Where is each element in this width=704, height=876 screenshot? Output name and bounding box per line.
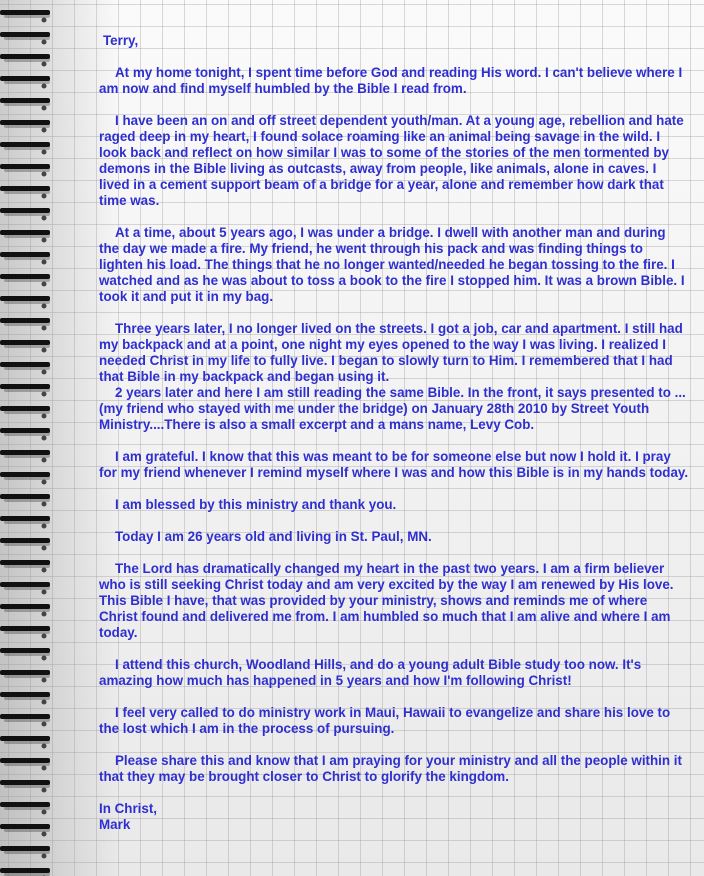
spiral-ring-icon <box>0 714 50 727</box>
spiral-ring-icon <box>0 626 50 639</box>
paragraph-12: Please share this and know that I am praying for your ministry and all the people within it that they may be brought closer to Christ to glorify the kingdom. <box>99 753 682 784</box>
spiral-ring-icon <box>0 32 50 45</box>
spiral-ring-icon <box>0 648 50 661</box>
spiral-ring-icon <box>0 54 50 67</box>
letter-body <box>99 33 689 833</box>
spiral-ring-icon <box>0 604 50 617</box>
spiral-ring-icon <box>0 296 50 309</box>
spiral-ring-icon <box>0 846 50 859</box>
spiral-ring-icon <box>0 362 50 375</box>
paragraph-10: I attend this church, Woodland Hills, and do a young adult Bible study too now. It's amazing how much has happened in 5 years and how I'm following Christ! <box>99 657 642 688</box>
spiral-ring-icon <box>0 516 50 529</box>
spiral-ring-icon <box>0 98 50 111</box>
spiral-ring-icon <box>0 142 50 155</box>
spiral-ring-icon <box>0 318 50 331</box>
greeting: Terry, <box>103 33 139 48</box>
spiral-ring-icon <box>0 186 50 199</box>
spiral-ring-icon <box>0 494 50 507</box>
spiral-ring-icon <box>0 208 50 221</box>
spiral-ring-icon <box>0 758 50 771</box>
spiral-ring-icon <box>0 274 50 287</box>
spiral-ring-icon <box>0 868 50 876</box>
spiral-ring-icon <box>0 10 50 23</box>
paragraph-7: I am blessed by this ministry and thank you. <box>115 497 397 512</box>
paragraph-8: Today I am 26 years old and living in St. Paul, MN. <box>115 529 432 544</box>
spiral-ring-icon <box>0 428 50 441</box>
paragraph-11: I feel very called to do ministry work in Maui, Hawaii to evangelize and share his love to the lost which I am in the process of pursuing. <box>99 705 671 736</box>
spiral-ring-icon <box>0 692 50 705</box>
spiral-ring-icon <box>0 230 50 243</box>
spiral-ring-icon <box>0 560 50 573</box>
spiral-ring-icon <box>0 164 50 177</box>
spiral-ring-icon <box>0 736 50 749</box>
paragraph-9: The Lord has dramatically changed my heart in the past two years. I am a firm believer who is still seeking Christ today and am very excited by the way I am renewed by His love. This Bible I have, that was provided by your ministry, shows and reminds me of where Christ found and delivered me from. I am humbled so much that I am alive and where I am today. <box>99 561 674 640</box>
paragraph-2: I have been an on and off street dependent youth/man. At a young age, rebellion and hate raged deep in my heart, I found solace roaming like an animal being savage in the wild. I look back and reflect on how similar I was to some of the stories of the men tormented by demons in the Bible living as outcasts, away from people, like animals, alone in caves. I lived in a cement support beam of a bridge for a year, alone and remember how dark that time was. <box>99 113 684 208</box>
spiral-ring-icon <box>0 340 50 353</box>
spiral-ring-icon <box>0 538 50 551</box>
spiral-ring-icon <box>0 780 50 793</box>
closing: In Christ, <box>99 801 158 816</box>
spiral-ring-icon <box>0 406 50 419</box>
spiral-ring-icon <box>0 472 50 485</box>
signature: Mark <box>99 817 131 832</box>
spiral-binding-icon <box>0 0 60 876</box>
spiral-ring-icon <box>0 670 50 683</box>
paragraph-4: Three years later, I no longer lived on the streets. I got a job, car and apartment. I still had my backpack and at a point, one night my eyes opened to the way I was living. I realized I needed Christ in my life to fully live. I began to slowly turn to Him. I remembered that I had that Bible in my backpack and began using it. <box>99 321 683 384</box>
spiral-ring-icon <box>0 120 50 133</box>
spiral-ring-icon <box>0 76 50 89</box>
spiral-ring-icon <box>0 384 50 397</box>
paragraph-5: 2 years later and here I am still reading the same Bible. In the front, it says presented to ...(my friend who stayed with me under the bridge) on January 28th 2010 by Street Youth Ministry....There is also a small excerpt and a mans name, Levy Cob. <box>99 385 686 432</box>
spiral-ring-icon <box>0 252 50 265</box>
paragraph-3: At a time, about 5 years ago, I was under a bridge. I dwell with another man and during the day we made a fire. My friend, he went through his pack and was finding things to lighten his load. The things that he no longer wanted/needed he began tossing to the fire. I watched and as he was about to toss a book to the fire I stopped him. It was a brown Bible. I took it and put it in my bag. <box>99 225 685 304</box>
spiral-ring-icon <box>0 802 50 815</box>
spiral-ring-icon <box>0 824 50 837</box>
spiral-ring-icon <box>0 450 50 463</box>
paragraph-6: I am grateful. I know that this was meant to be for someone else but now I hold it. I pray for my friend whenever I remind myself where I was and how this Bible is in my hands today. <box>99 449 689 480</box>
paragraph-1: At my home tonight, I spent time before God and reading His word. I can't believe where I am now and find myself humbled by the Bible I read from. <box>99 65 683 96</box>
spiral-ring-icon <box>0 582 50 595</box>
